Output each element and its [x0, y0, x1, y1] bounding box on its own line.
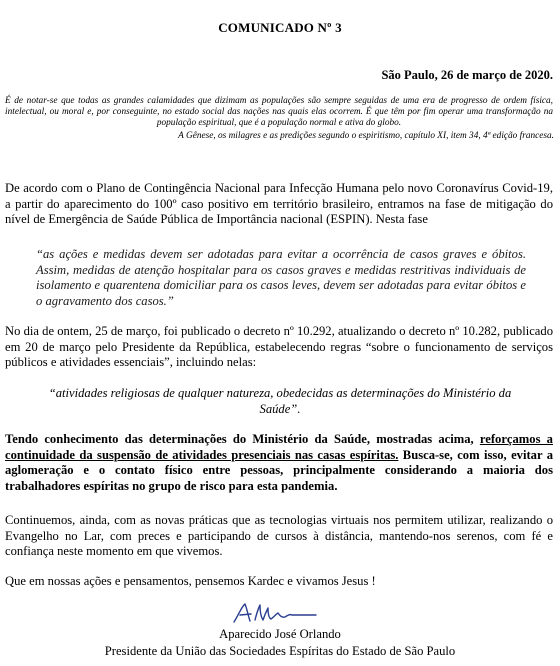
suspension-lead-text: Tendo conhecimento das determinações do Ministério da Saúde, mostradas acima,: [5, 432, 480, 446]
signer-name: Aparecido José Orlando: [219, 627, 341, 641]
signer-role: Presidente da União das Sociedades Espíritas do Estado de São Paulo: [104, 644, 456, 658]
paragraph-closing: Que em nossas ações e pensamentos, pensemos Kardec e vivamos Jesus !: [5, 574, 376, 588]
suspension-underlined-text: reforçamos a continuidade da suspensão de atividades presenciais nas casas espíritas.: [5, 432, 553, 462]
quote-religious-activities: “atividades religiosas de qualquer natureza, obedecidas as determinações do Ministério da Saúde”.: [48, 386, 512, 416]
paragraph-contingency-plan: De acordo com o Plano de Contingência Nacional para Infecção Humana pelo novo Coronavírus Covid-19, a partir do aparecimento do 100º caso positivo em território brasileiro, entramos na fase de mitigação do nível de Emergência de Saúde Pública de Importância nacional (ESPIN). Nesta fase: [5, 181, 553, 227]
suspension-rest-text: Busca-se, com isso, evitar a aglomeração e o contato físico entre pessoas, principalmente considerando a maioria dos trabalhadores espíritas no grupo de risco para esta pandemia.: [5, 447, 553, 493]
paragraph-decree: No dia de ontem, 25 de março, foi publicado o decreto nº 10.292, atualizando o decreto nº 10.282, publicado em 20 de março pelo Presidente da República, estabelecendo regras “sobre o funcionamento de serviços públicos e atividades essenciais”, incluindo nelas:: [5, 324, 553, 370]
paragraph-suspension-notice: [5, 432, 553, 494]
handwritten-signature: [230, 600, 320, 626]
paragraph-virtual-practices: Continuemos, ainda, com as novas práticas que as tecnologias virtuais nos permitem utilizar, realizando o Evangelho no Lar, com preces e participando de cursos à distância, mantendo-nos serenos, com fé e confiança neste momento em que vivemos.: [5, 513, 553, 559]
quote-health-measures: “as ações e medidas devem ser adotadas para evitar a ocorrência de casos graves e óbitos. Assim, medidas de atenção hospitalar para os casos graves e medidas restritivas individuais de isolamento e quarentena domiciliar para os casos leves, devem ser adotadas para evitar óbitos e o agravamento dos casos.”: [36, 247, 526, 308]
date-line: São Paulo, 26 de março de 2020.: [381, 68, 553, 82]
document-title: COMUNICADO Nº 3: [218, 20, 342, 35]
epigraph-quote: É de notar-se que todas as grandes calamidades que dizimam as populações são sempre seguidas de uma era de progresso de ordem física, intelectual, ou moral e, por conseguinte, no estado social das nações nas quais elas ocorrem. É que têm por fim operar uma transformação na população espiritual, que é a população normal e ativa do globo.: [5, 96, 553, 128]
epigraph-source: A Gênese, os milagres e as predições segundo o espiritismo, capítulo XI, item 34, 4ª edição francesa.: [178, 131, 554, 141]
